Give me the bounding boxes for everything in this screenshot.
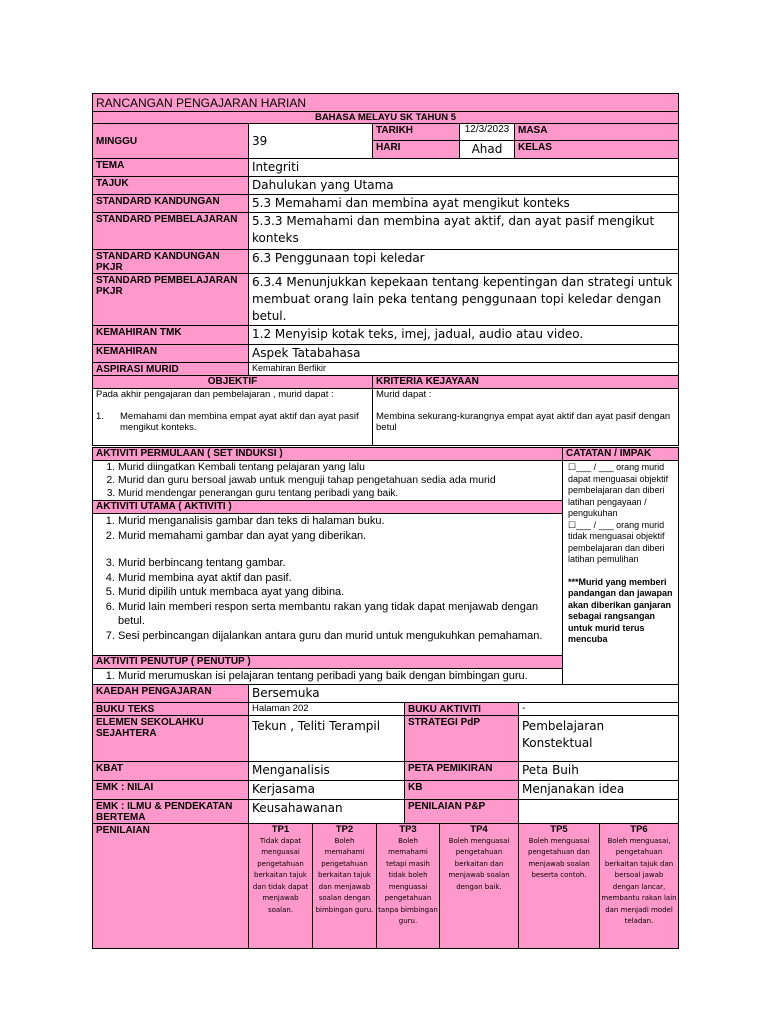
catatan-cell bbox=[563, 461, 679, 685]
utama-item: 1. Murid menganalisis gambar dan teks di halaman buku. bbox=[118, 514, 559, 529]
bottom-table bbox=[92, 684, 679, 824]
elemen-label: ELEMEN SEKOLAHKU SEJAHTERA bbox=[93, 715, 249, 761]
utama-cell bbox=[93, 514, 563, 656]
penutup-cell bbox=[93, 669, 563, 685]
tmk-value: 1.2 Menyisip kotak teks, imej, jadual, audio atau video. bbox=[249, 326, 679, 345]
peta-label: PETA PEMIKIRAN bbox=[405, 761, 519, 780]
tp-level-desc: Boleh memahami pengetahuan berkaitan tajuk dan menjawab soalan dengan bimbingan guru. bbox=[315, 836, 374, 914]
objektif-label: OBJEKTIF bbox=[93, 376, 373, 389]
permulaan-item: 1. Murid diingatkan Kembali tentang pelajaran yang lalu bbox=[118, 461, 559, 474]
penilaianpdp-value bbox=[519, 799, 679, 823]
objektif-table bbox=[92, 375, 679, 446]
kb-value: Menjanakan idea bbox=[519, 780, 679, 799]
bukuaktiviti-label: BUKU AKTIVITI bbox=[405, 702, 519, 715]
tp-cell-2 bbox=[313, 823, 377, 948]
penutup-list bbox=[96, 669, 559, 684]
utama-item: 3. Murid berbincang tentang gambar. bbox=[118, 556, 559, 571]
kemahiran-value: Aspek Tatabahasa bbox=[249, 345, 679, 363]
kaedah-value: Bersemuka bbox=[249, 684, 679, 702]
tmk-label: KEMAHIRAN TMK bbox=[93, 326, 249, 345]
ilmu-label: EMK : ILMU & PENDEKATAN BERTEMA bbox=[93, 799, 249, 823]
bukuteks-value: Halaman 202 bbox=[249, 702, 405, 715]
penutup-label: AKTIVITI PENUTUP ( PENUTUP ) bbox=[93, 656, 563, 669]
subject-title: BAHASA MELAYU SK TAHUN 5 bbox=[93, 112, 679, 124]
page-title: RANCANGAN PENGAJARAN HARIAN bbox=[93, 94, 679, 112]
tp-level-label: TP3 bbox=[399, 823, 417, 835]
tp-level-desc: Boleh menguasai pengetahuan dan menjawab soalan beserta contoh. bbox=[528, 836, 590, 879]
objektif-item-text: Memahami dan membina empat ayat aktif dan ayat pasif mengikut konteks. bbox=[120, 410, 359, 433]
sp-label: STANDARD PEMBELAJARAN bbox=[93, 213, 249, 250]
tp-level-desc: Tidak dapat menguasai pengetahuan berkaitan tajuk dan tidak dapat menjawab soalan. bbox=[252, 836, 309, 914]
tp-cell-5 bbox=[519, 823, 600, 948]
kbat-value: Menganalisis bbox=[249, 761, 405, 780]
bukuteks-label: BUKU TEKS bbox=[93, 702, 249, 715]
ilmu-value: Keusahawanan bbox=[249, 799, 405, 823]
nilai-value: Kerjasama bbox=[249, 780, 405, 799]
tp-cell-4 bbox=[440, 823, 519, 948]
kriteria-label: KRITERIA KEJAYAAN bbox=[373, 376, 679, 389]
objektif-intro: Pada akhir pengajaran dan pembelajaran , murid dapat : bbox=[96, 389, 334, 400]
lesson-plan-table bbox=[92, 93, 679, 159]
objektif-item-number: 1. bbox=[96, 410, 104, 422]
tp-level-label: TP2 bbox=[335, 823, 354, 835]
objektif-cell bbox=[93, 389, 373, 446]
tp-cell-6 bbox=[600, 823, 679, 948]
minggu-label: MINGGU bbox=[93, 124, 249, 159]
penilaian-table bbox=[92, 823, 679, 949]
utama-item: 2. Murid memahami gambar dan ayat yang diberikan. bbox=[118, 529, 559, 544]
tp-level-label: TP5 bbox=[550, 823, 568, 835]
penilaianpdp-label: PENILAIAN P&P bbox=[405, 799, 519, 823]
tajuk-label: TAJUK bbox=[93, 177, 249, 195]
peta-value: Peta Buih bbox=[519, 761, 679, 780]
sk-pkjr-value: 6.3 Penggunaan topi keledar bbox=[249, 250, 679, 274]
penutup-item: 1. Murid merumuskan isi pelajaran tentang peribadi yang baik dengan bimbingan guru. bbox=[118, 669, 559, 684]
kbat-label: KBAT bbox=[93, 761, 249, 780]
strategi-value: Pembelajaran Konstektual bbox=[519, 715, 679, 761]
sk-value: 5.3 Memahami dan membina ayat mengikut konteks bbox=[249, 195, 679, 213]
catatan-note-1: ☐___ / ___ orang murid dapat menguasai objektif pembelajaran dan diberi latihan pengayaan / pengukuhan bbox=[568, 462, 669, 518]
permulaan-cell bbox=[93, 461, 563, 501]
aspirasi-value: Kemahiran Berfikir bbox=[249, 363, 679, 376]
tarikh-value: 12/3/2023 bbox=[460, 124, 515, 141]
kb-label: KB bbox=[405, 780, 519, 799]
tp-level-label: TP1 bbox=[271, 823, 290, 835]
catatan-note-3: ***Murid yang memberi pandangan dan jawapan akan diberikan ganjaran sebagai rangsangan untuk murid terus mencuba bbox=[568, 576, 673, 644]
tp-cell-1 bbox=[249, 823, 313, 948]
tp-level-desc: Boleh memahami tetapi masih tidak boleh menguasai pengetahuan tanpa bimbingan guru. bbox=[378, 836, 438, 925]
tp-cell-3 bbox=[377, 823, 440, 948]
utama-item: 4. Murid membina ayat aktif dan pasif. bbox=[118, 571, 559, 586]
masa-label: MASA bbox=[515, 124, 679, 141]
hari-value: Ahad bbox=[460, 141, 515, 159]
standards-table bbox=[92, 158, 679, 376]
tp-level-desc: Boleh menguasai, pengetahuan berkaitan tajuk dan bersoal jawab dengan lancar, membantu rakan lain dan menjadi model teladan. bbox=[601, 836, 677, 925]
sk-pkjr-label: STANDARD KANDUNGAN PKJR bbox=[93, 250, 249, 274]
bukuaktiviti-value: - bbox=[519, 702, 679, 715]
nilai-label: EMK : NILAI bbox=[93, 780, 249, 799]
tp-level-label: TP6 bbox=[630, 823, 648, 835]
kaedah-label: KAEDAH PENGAJARAN bbox=[93, 684, 249, 702]
elemen-value: Tekun , Teliti Terampil bbox=[249, 715, 405, 761]
permulaan-item: 3. Murid mendengar penerangan guru tentang peribadi yang baik. bbox=[118, 487, 559, 500]
strategi-label: STRATEGI PdP bbox=[405, 715, 519, 761]
penilaian-label: PENILAIAN bbox=[93, 823, 249, 948]
tema-label: TEMA bbox=[93, 159, 249, 177]
tp-level-label: TP4 bbox=[470, 823, 488, 835]
catatan-label: CATATAN / IMPAK bbox=[563, 448, 679, 461]
kemahiran-label: KEMAHIRAN bbox=[93, 345, 249, 363]
sp-pkjr-label: STANDARD PEMBELAJARAN PKJR bbox=[93, 274, 249, 326]
utama-item: 5. Murid dipilih untuk membaca ayat yang dibina. bbox=[118, 585, 559, 600]
lesson-plan-sheet bbox=[92, 93, 678, 949]
kelas-label: KELAS bbox=[515, 141, 679, 159]
tajuk-value: Dahulukan yang Utama bbox=[249, 177, 679, 195]
tarikh-label: TARIKH bbox=[373, 124, 460, 141]
aspirasi-label: ASPIRASI MURID bbox=[93, 363, 249, 376]
utama-label: AKTIVITI UTAMA ( AKTIVITI ) bbox=[93, 501, 563, 514]
permulaan-item: 2. Murid dan guru bersoal jawab untuk menguji tahap pengetahuan sedia ada murid bbox=[118, 474, 559, 487]
utama-list bbox=[96, 514, 559, 643]
tp-level-desc: Boleh menguasai pengetahuan berkaitan dan menjawab soalan dengan baik. bbox=[448, 836, 510, 891]
permulaan-label: AKTIVITI PERMULAAN ( SET INDUKSI ) bbox=[93, 448, 563, 461]
utama-item: 7. Sesi perbincangan dijalankan antara guru dan murid untuk mengukuhkan pemahaman. bbox=[118, 629, 559, 644]
tema-value: Integriti bbox=[249, 159, 679, 177]
utama-item: 6. Murid lain memberi respon serta membantu rakan yang tidak dapat menjawab dengan betul. bbox=[118, 600, 559, 629]
aktiviti-table bbox=[92, 447, 679, 685]
hari-label: HARI bbox=[373, 141, 460, 159]
minggu-value: 39 bbox=[249, 124, 373, 159]
kriteria-intro: Murid dapat : bbox=[376, 389, 432, 400]
sp-value: 5.3.3 Memahami dan membina ayat aktif, dan ayat pasif mengikut konteks bbox=[249, 213, 679, 250]
kriteria-cell bbox=[373, 389, 679, 446]
permulaan-list bbox=[96, 461, 559, 500]
sk-label: STANDARD KANDUNGAN bbox=[93, 195, 249, 213]
objektif-item bbox=[96, 411, 369, 434]
sp-pkjr-value: 6.3.4 Menunjukkan kepekaan tentang kepentingan dan strategi untuk membuat orang lain peka tentang penggunaan topi keledar dengan betul. bbox=[249, 274, 679, 326]
catatan-note-2: ☐___ / ___ orang murid tidak menguasai objektif pembelajaran dan diberi latihan pemulihan bbox=[568, 519, 665, 564]
kriteria-text: Membina sekurang-kurangnya empat ayat aktif dan ayat pasif dengan betul bbox=[376, 410, 671, 433]
